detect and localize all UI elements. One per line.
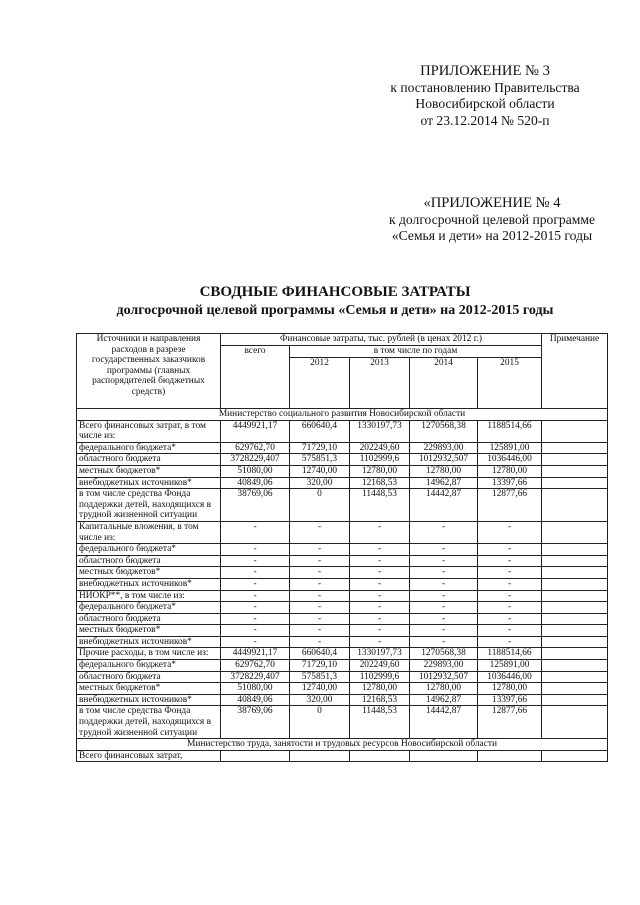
value-total: 629762,70 [221, 442, 290, 454]
row-label: Прочие расходы, в том числе из: [77, 648, 221, 660]
header-by-years: в том числе по годам [290, 346, 542, 358]
value-y2015: - [478, 555, 542, 567]
value-y2012: 575851,3 [290, 454, 350, 466]
value-y2014: - [410, 625, 478, 637]
header-year-2013: 2013 [350, 358, 410, 409]
note-cell [542, 544, 608, 556]
value-total: 38769,06 [221, 489, 290, 522]
value-y2014: - [410, 567, 478, 579]
value-y2013: - [350, 625, 410, 637]
table-row [77, 521, 608, 543]
value-total: - [221, 521, 290, 543]
value-y2014: 12780,00 [410, 683, 478, 695]
value-y2013: 1330197,73 [350, 420, 410, 442]
value-y2014: 1012932,507 [410, 454, 478, 466]
note-cell [542, 590, 608, 602]
value-y2014: - [410, 602, 478, 614]
value-total: - [221, 625, 290, 637]
row-label: областного бюджета [77, 671, 221, 683]
table-row [77, 636, 608, 648]
value-y2014: - [410, 521, 478, 543]
value-y2012: 320,00 [290, 694, 350, 706]
note-cell [542, 660, 608, 672]
table-row [77, 578, 608, 590]
value-y2013: - [350, 602, 410, 614]
value-total: 3728229,407 [221, 671, 290, 683]
value-y2014: - [410, 578, 478, 590]
value-y2015: 13397,66 [478, 694, 542, 706]
table-row [77, 454, 608, 466]
value-y2013: 1330197,73 [350, 648, 410, 660]
empty-cell [221, 750, 290, 762]
row-label: внебюджетных источников* [77, 636, 221, 648]
value-y2015: 1036446,00 [478, 671, 542, 683]
value-total: - [221, 555, 290, 567]
row-label: внебюджетных источников* [77, 578, 221, 590]
value-total: - [221, 602, 290, 614]
row-label: внебюджетных источников* [77, 694, 221, 706]
appendix4-line: к долгосрочной целевой программе [389, 211, 595, 227]
appendix-date: от 23.12.2014 № 520-п [420, 112, 550, 128]
value-total: 38769,06 [221, 706, 290, 739]
value-y2012: - [290, 636, 350, 648]
value-y2015: 13397,66 [478, 477, 542, 489]
value-total: - [221, 567, 290, 579]
value-y2012: 320,00 [290, 477, 350, 489]
table-row [77, 555, 608, 567]
value-y2012: 12740,00 [290, 465, 350, 477]
value-total: - [221, 613, 290, 625]
value-total: - [221, 578, 290, 590]
value-y2012: - [290, 578, 350, 590]
table-row [77, 750, 608, 762]
note-cell [542, 555, 608, 567]
value-y2012: 660640,4 [290, 648, 350, 660]
value-y2015: - [478, 636, 542, 648]
value-y2013: 12168,53 [350, 477, 410, 489]
table-row [77, 694, 608, 706]
header-year-2014: 2014 [410, 358, 478, 409]
value-total: - [221, 590, 290, 602]
section-heading: Министерство социального развития Новосибирской области [77, 409, 608, 421]
note-cell [542, 489, 608, 522]
value-y2015: - [478, 590, 542, 602]
appendix-line: к постановлению Правительства [390, 79, 580, 95]
value-y2014: 12780,00 [410, 465, 478, 477]
value-total: - [221, 544, 290, 556]
value-y2012: 12740,00 [290, 683, 350, 695]
table-row [77, 648, 608, 660]
value-y2015: 12877,66 [478, 489, 542, 522]
value-y2012: 575851,3 [290, 671, 350, 683]
value-y2015: 125891,00 [478, 660, 542, 672]
value-y2012: - [290, 613, 350, 625]
note-cell [542, 648, 608, 660]
value-y2013: - [350, 578, 410, 590]
row-label: НИОКР**, в том числе из: [77, 590, 221, 602]
table-row [77, 671, 608, 683]
note-cell [542, 694, 608, 706]
value-y2014: - [410, 636, 478, 648]
value-total: 629762,70 [221, 660, 290, 672]
table-row [77, 602, 608, 614]
value-y2012: - [290, 544, 350, 556]
header-year-2012: 2012 [290, 358, 350, 409]
value-y2012: 660640,4 [290, 420, 350, 442]
value-y2013: - [350, 521, 410, 543]
table-row [77, 420, 608, 442]
value-y2013: 202249,60 [350, 442, 410, 454]
empty-cell [350, 750, 410, 762]
value-y2015: - [478, 625, 542, 637]
value-y2012: - [290, 625, 350, 637]
value-y2015: 1188514,66 [478, 420, 542, 442]
table-row [77, 683, 608, 695]
value-y2012: - [290, 602, 350, 614]
header-source-cell: Источники и направления расходов в разрезе государственных заказчиков программы (главных распорядителей бюджетных средств) [77, 334, 221, 409]
value-total: 40849,06 [221, 694, 290, 706]
value-y2012: 0 [290, 706, 350, 739]
value-y2012: - [290, 590, 350, 602]
appendix4-line: «Семья и дети» на 2012-2015 годы [391, 228, 593, 243]
empty-cell [290, 750, 350, 762]
page-subtitle: долгосрочной целевой программы «Семья и дети» на 2012-2015 годы [116, 303, 554, 318]
value-y2015: 12877,66 [478, 706, 542, 739]
value-y2014: 14442,87 [410, 489, 478, 522]
table-row [77, 477, 608, 489]
row-label: областного бюджета [77, 613, 221, 625]
page-title: СВОДНЫЕ ФИНАНСОВЫЕ ЗАТРАТЫ [199, 284, 471, 300]
note-cell [542, 454, 608, 466]
value-y2012: 71729,10 [290, 660, 350, 672]
table-row [77, 442, 608, 454]
value-y2015: 125891,00 [478, 442, 542, 454]
value-y2014: 14962,87 [410, 477, 478, 489]
note-cell [542, 636, 608, 648]
value-y2015: - [478, 521, 542, 543]
value-y2013: 1102999,6 [350, 671, 410, 683]
value-y2014: 229893,00 [410, 660, 478, 672]
value-y2014: 229893,00 [410, 442, 478, 454]
table-row [77, 660, 608, 672]
value-y2014: 14442,87 [410, 706, 478, 739]
value-y2015: - [478, 613, 542, 625]
value-total: 51080,00 [221, 683, 290, 695]
row-label: Всего финансовых затрат, в том числе из: [77, 420, 221, 442]
row-label: областного бюджета [77, 454, 221, 466]
empty-cell [410, 750, 478, 762]
table-row [77, 706, 608, 739]
row-label: федерального бюджета* [77, 442, 221, 454]
value-y2012: - [290, 521, 350, 543]
value-y2013: - [350, 544, 410, 556]
appendix-line: Новосибирской области [415, 96, 555, 111]
value-y2013: 1102999,6 [350, 454, 410, 466]
value-total: 40849,06 [221, 477, 290, 489]
section-heading: Министерство труда, занятости и трудовых ресурсов Новосибирской области [77, 739, 608, 751]
value-y2014: 1270568,38 [410, 648, 478, 660]
appendix4-header [372, 195, 612, 245]
value-y2014: 1012932,507 [410, 671, 478, 683]
value-y2015: 1188514,66 [478, 648, 542, 660]
empty-cell [478, 750, 542, 762]
note-cell [542, 567, 608, 579]
value-y2013: 202249,60 [350, 660, 410, 672]
note-cell [542, 521, 608, 543]
value-y2013: 12780,00 [350, 465, 410, 477]
row-label: местных бюджетов* [77, 567, 221, 579]
table-row [77, 590, 608, 602]
row-label: местных бюджетов* [77, 465, 221, 477]
value-y2013: - [350, 613, 410, 625]
value-y2015: 1036446,00 [478, 454, 542, 466]
note-cell [542, 671, 608, 683]
value-y2012: - [290, 567, 350, 579]
row-label: федерального бюджета* [77, 602, 221, 614]
table-row [77, 465, 608, 477]
value-total: 4449921,17 [221, 648, 290, 660]
table-row [77, 544, 608, 556]
row-label: в том числе средства Фонда поддержки детей, находящихся в трудной жизненной ситуации [77, 706, 221, 739]
table-row [77, 489, 608, 522]
table-row [77, 613, 608, 625]
note-cell [542, 477, 608, 489]
value-y2014: - [410, 544, 478, 556]
value-total: 4449921,17 [221, 420, 290, 442]
row-label: федерального бюджета* [77, 660, 221, 672]
row-label: Всего финансовых затрат, [77, 750, 221, 762]
row-label: внебюджетных источников* [77, 477, 221, 489]
value-total: 51080,00 [221, 465, 290, 477]
value-y2015: - [478, 578, 542, 590]
finance-table [76, 333, 608, 762]
header-total: всего [221, 346, 290, 409]
value-y2013: - [350, 567, 410, 579]
value-y2015: - [478, 544, 542, 556]
header-note: Примечание [542, 334, 608, 409]
note-cell [542, 613, 608, 625]
row-label: федерального бюджета* [77, 544, 221, 556]
note-cell [542, 602, 608, 614]
table-row [77, 625, 608, 637]
appendix-title: ПРИЛОЖЕНИЕ № 3 [420, 63, 550, 79]
appendix-header [380, 63, 590, 129]
value-y2012: 0 [290, 489, 350, 522]
value-y2013: - [350, 590, 410, 602]
empty-cell [542, 750, 608, 762]
row-label: Капитальные вложения, в том числе из: [77, 521, 221, 543]
note-cell [542, 683, 608, 695]
value-y2015: 12780,00 [478, 683, 542, 695]
value-y2013: 12168,53 [350, 694, 410, 706]
note-cell [542, 578, 608, 590]
note-cell [542, 420, 608, 442]
value-y2014: 1270568,38 [410, 420, 478, 442]
table-row [77, 567, 608, 579]
value-total: - [221, 636, 290, 648]
row-label: в том числе средства Фонда поддержки детей, находящихся в трудной жизненной ситуации [77, 489, 221, 522]
note-cell [542, 706, 608, 739]
value-y2013: - [350, 555, 410, 567]
row-label: областного бюджета [77, 555, 221, 567]
value-y2015: 12780,00 [478, 465, 542, 477]
header-year-2015: 2015 [478, 358, 542, 409]
value-y2013: 12780,00 [350, 683, 410, 695]
note-cell [542, 442, 608, 454]
value-y2014: - [410, 613, 478, 625]
value-y2013: 11448,53 [350, 489, 410, 522]
value-y2014: 14962,87 [410, 694, 478, 706]
value-y2012: 71729,10 [290, 442, 350, 454]
row-label: местных бюджетов* [77, 683, 221, 695]
row-label: местных бюджетов* [77, 625, 221, 637]
value-y2013: 11448,53 [350, 706, 410, 739]
header-fin-costs: Финансовые затраты, тыс. рублей (в ценах 2012 г.) [221, 334, 542, 346]
value-y2013: - [350, 636, 410, 648]
value-total: 3728229,407 [221, 454, 290, 466]
appendix4-title: «ПРИЛОЖЕНИЕ № 4 [423, 195, 561, 211]
value-y2012: - [290, 555, 350, 567]
note-cell [542, 465, 608, 477]
value-y2014: - [410, 590, 478, 602]
note-cell [542, 625, 608, 637]
value-y2014: - [410, 555, 478, 567]
value-y2015: - [478, 567, 542, 579]
value-y2015: - [478, 602, 542, 614]
